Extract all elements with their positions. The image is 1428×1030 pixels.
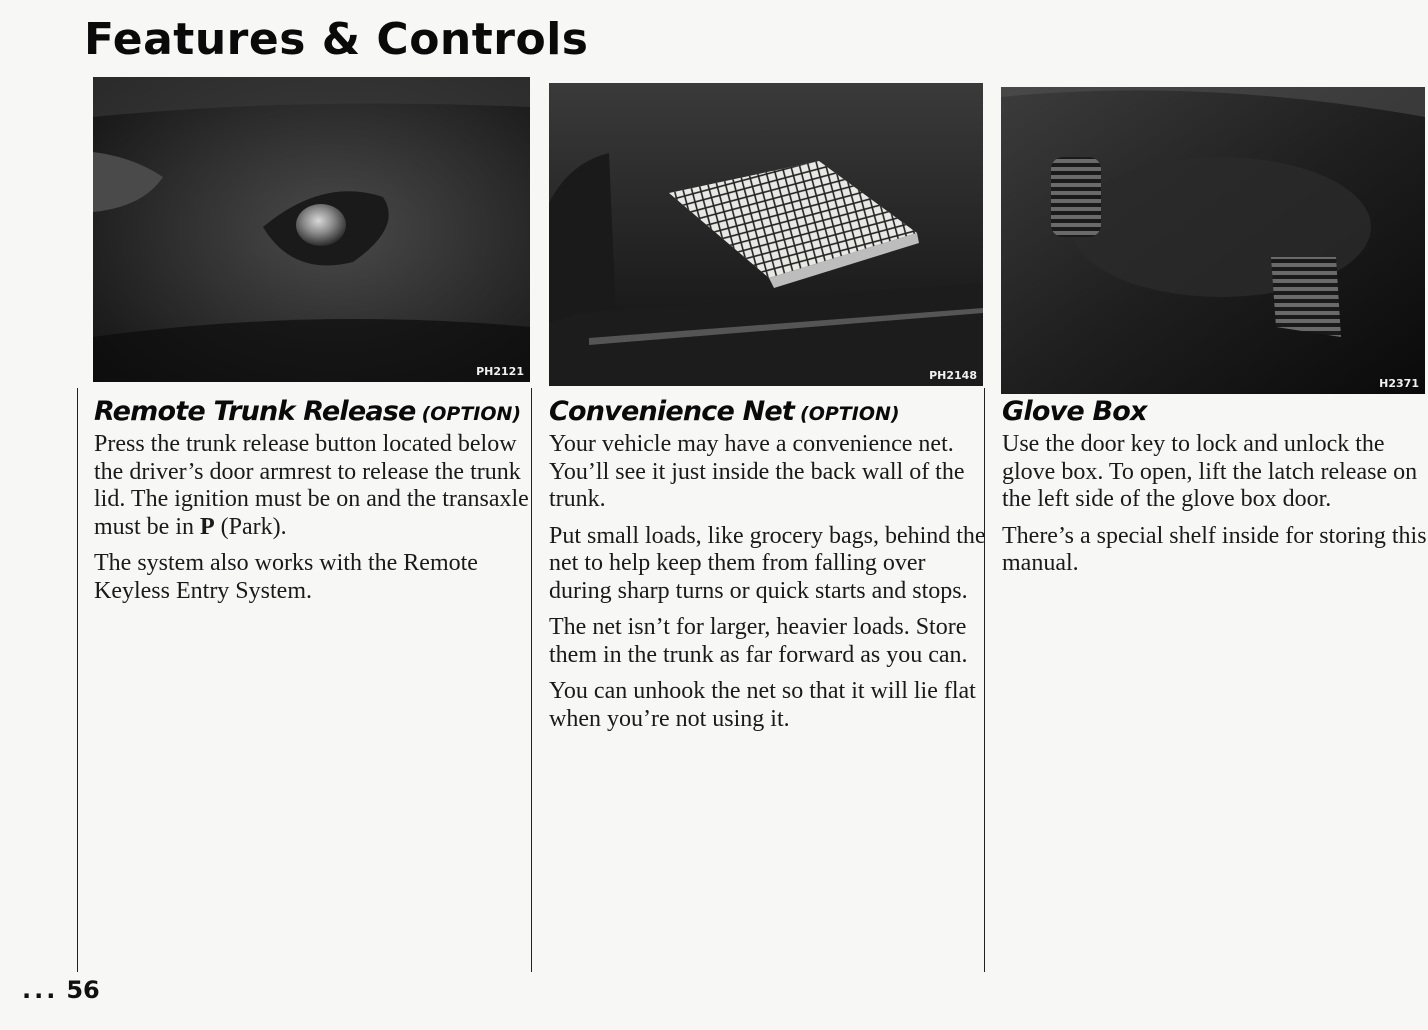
paragraph: Use the door key to lock and unlock the glove box. To open, lift the latch release on the left side of the glove box door. [1002, 431, 1418, 512]
convenience-net-section [531, 388, 989, 972]
page-number [22, 976, 100, 1004]
park-gear-letter: P [200, 513, 215, 540]
paragraph: Press the trunk release button located below the driver’s door armrest to release the trunk lid. The ignition must be on and the transaxle must be in P (Park). [94, 431, 529, 540]
paragraph: Your vehicle may have a convenience net. You’ll see it just inside the back wall of the trunk. [549, 431, 965, 512]
page-dots: ... [22, 976, 59, 1004]
photo-code: H2371 [1379, 377, 1419, 390]
paragraph: The net isn’t for larger, heavier loads. Store them in the trunk as far forward as you can. [549, 614, 968, 668]
section-heading [94, 396, 534, 427]
photo-code: PH2121 [476, 365, 524, 378]
option-label: (OPTION) [421, 403, 522, 425]
trunk-release-photo [93, 77, 530, 382]
convenience-net-photo [549, 83, 983, 386]
photo-code: PH2148 [929, 369, 977, 382]
section-heading-text: Convenience Net [549, 396, 795, 427]
remote-trunk-release-section [77, 388, 534, 972]
glove-box-photo [1001, 87, 1425, 394]
paragraph: You can unhook the net so that it will lie flat when you’re not using it. [549, 678, 976, 732]
paragraph: The system also works with the Remote Keyless Entry System. [94, 550, 478, 604]
page-number-text: 56 [66, 976, 100, 1004]
section-heading-text: Remote Trunk Release [94, 396, 416, 427]
section-heading [549, 396, 989, 427]
glove-box-section [984, 388, 1428, 972]
paragraph: Put small loads, like grocery bags, behind the net to help keep them from falling over during sharp turns or quick starts and stops. [549, 522, 986, 604]
section-heading: Glove Box [1002, 396, 1147, 427]
page-title: Features & Controls [84, 14, 589, 65]
paragraph: There’s a special shelf inside for storing this manual. [1002, 522, 1427, 576]
option-label: (OPTION) [800, 403, 900, 425]
